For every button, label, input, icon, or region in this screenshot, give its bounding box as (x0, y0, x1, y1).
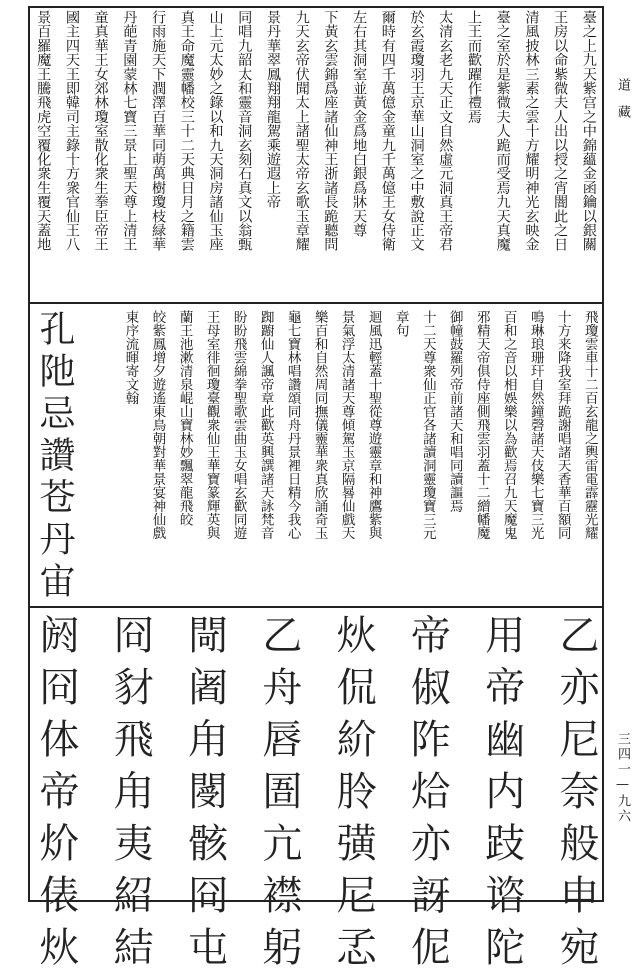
text-column: 景丹華翠鳳翔翔龍駕乘遊遐上帝 (264, 10, 281, 209)
top-text-panel (32, 10, 600, 300)
text-column: 十二天尊衆仙正官各諸讀洞靈瓊寶三元 (419, 310, 436, 540)
text-column: 王房以命紫微夫人出以授之宵闇此之日 (552, 10, 569, 252)
seal-script-column: 乙舟唇圄亢襟躬 (255, 614, 302, 978)
text-column: 臺之室於是紫微夫人跪而受焉九天真魔 (494, 10, 511, 252)
text-column: 行雨施天下潤澤百華同萌萬樹瓊枝緑華 (150, 10, 167, 252)
middle-text-panel (32, 310, 600, 604)
text-column: 百和之音以相娛樂以為歡焉召九天魔鬼 (500, 310, 517, 540)
divider-top (28, 302, 604, 304)
text-column: 王母室徘徊瓊臺觀衆仙王華寶篆輝英與 (203, 310, 220, 540)
text-column: 皎紫鳳增夕遊遙東鳥朝對華景宴神仙戲 (149, 310, 166, 540)
text-column: 清風披林三素之雲十方耀明神光玄映金 (523, 10, 540, 252)
scripture-title: 道藏 (615, 78, 630, 132)
text-column: 踟躕仙人諷帝章此歡英興譔諸天詠梵音 (257, 310, 274, 540)
page-number: 三四一—九六 (615, 732, 630, 824)
text-column: 九天玄帝伏聞太上諸聖太帝玄歌玉章耀 (293, 10, 310, 252)
divider-bottom (28, 606, 604, 608)
text-column: 國主四天王即韓司主錄十方衆官仙王八 (63, 10, 80, 252)
text-column: 鳴琳琅珊玕自然鐘磬諸天伎樂七寶三光 (527, 310, 544, 540)
seal-script-column: 帝俶阼烚亦訝伲 (404, 614, 451, 978)
seal-script-column: 冏豺飛甪夷紹結 (107, 614, 154, 978)
text-column: 邪精天帝俱侍座側飛雲羽蓋十二繒幡魔 (473, 310, 490, 540)
text-column: 景百羅魔王騰飛虎空覆化衆生覆天蓋地 (35, 10, 52, 252)
text-column: 盼盼飛雲綿拳聖歌雲曲玉女唱玄歡同遊 (230, 310, 247, 540)
seal-script-column: 乙亦尼奈般申宛 (552, 614, 599, 978)
text-column: 飛瓊雲車十二百玄龍之輿雷電霹靂光耀 (581, 310, 598, 540)
seal-script-column: 閜阇甪閿骸冏屯 (181, 614, 228, 978)
text-column: 御幢鼓羅列帝前諸天和唱同讀謳焉 (446, 310, 463, 513)
text-column: 同唱九韶太和靈音洞玄刻石真文以翁甄 (236, 10, 253, 252)
text-column: 臺之上九天紫宫之中錦蘊金函鑰以銀關 (580, 10, 597, 252)
text-column: 爾時有四千萬億金童九千萬億王女侍衛 (379, 10, 396, 252)
text-column: 景氣浮太清諸天尊傾駕玉京隔晷仙戲天 (338, 310, 355, 540)
text-column: 丹葩青園蒙林七寶三景上聖天尊上清王 (121, 10, 138, 252)
column-gap (86, 310, 110, 600)
text-column: 東序流暉寄文翰 (122, 310, 139, 405)
text-column: 太清玄老九天正文自然虛元洞真王帝君 (437, 10, 454, 252)
bottom-seal-panel (32, 614, 600, 978)
text-column: 樂百和自然周同撫儀靈華衆真欣誦奇玉 (311, 310, 328, 540)
text-column: 迴風迅輕蓋十聖從尊遊靈章和神鷹紫與 (365, 310, 382, 540)
text-column: 下黃玄雲錦爲座諸仙神王浙諸長跪聽問 (322, 10, 339, 252)
seal-script-column: 炏侃紒朎彉尼孞 (330, 614, 377, 978)
seal-script-column: 阏冏体帝炌俵炏 (33, 614, 79, 978)
text-column: 上王而歡躍作禮焉 (465, 10, 482, 124)
text-column: 真王命魔靈幡校三十二天典日月之籍雲 (178, 10, 195, 252)
text-column: 龜七寶林唱讚頌同舟丹景裡日精今我心 (284, 310, 301, 540)
text-column: 十方来降我室拜跪謝唱諸天香華百額同 (554, 310, 571, 540)
text-column: 左右其洞室並黃金爲地白銀爲牀天尊 (351, 10, 368, 238)
seal-script-column: 用帝幽内跂谘陀 (478, 614, 525, 978)
seal-script-column: 孔阤忌讚苍丹宙 (34, 310, 75, 604)
text-column: 蘭王池漱清泉崐山寶林妙飄翠龍飛皎 (176, 310, 193, 526)
text-column: 章句 (392, 310, 409, 337)
text-column: 於玄霞瓊羽王京華山洞室之中敷說正文 (408, 10, 425, 252)
text-column: 山上元太妙之錄以和九天洞房諸仙玉座 (207, 10, 224, 252)
text-column: 童真華王女郊林瓊室散化衆生拳臣帝王 (92, 10, 109, 252)
